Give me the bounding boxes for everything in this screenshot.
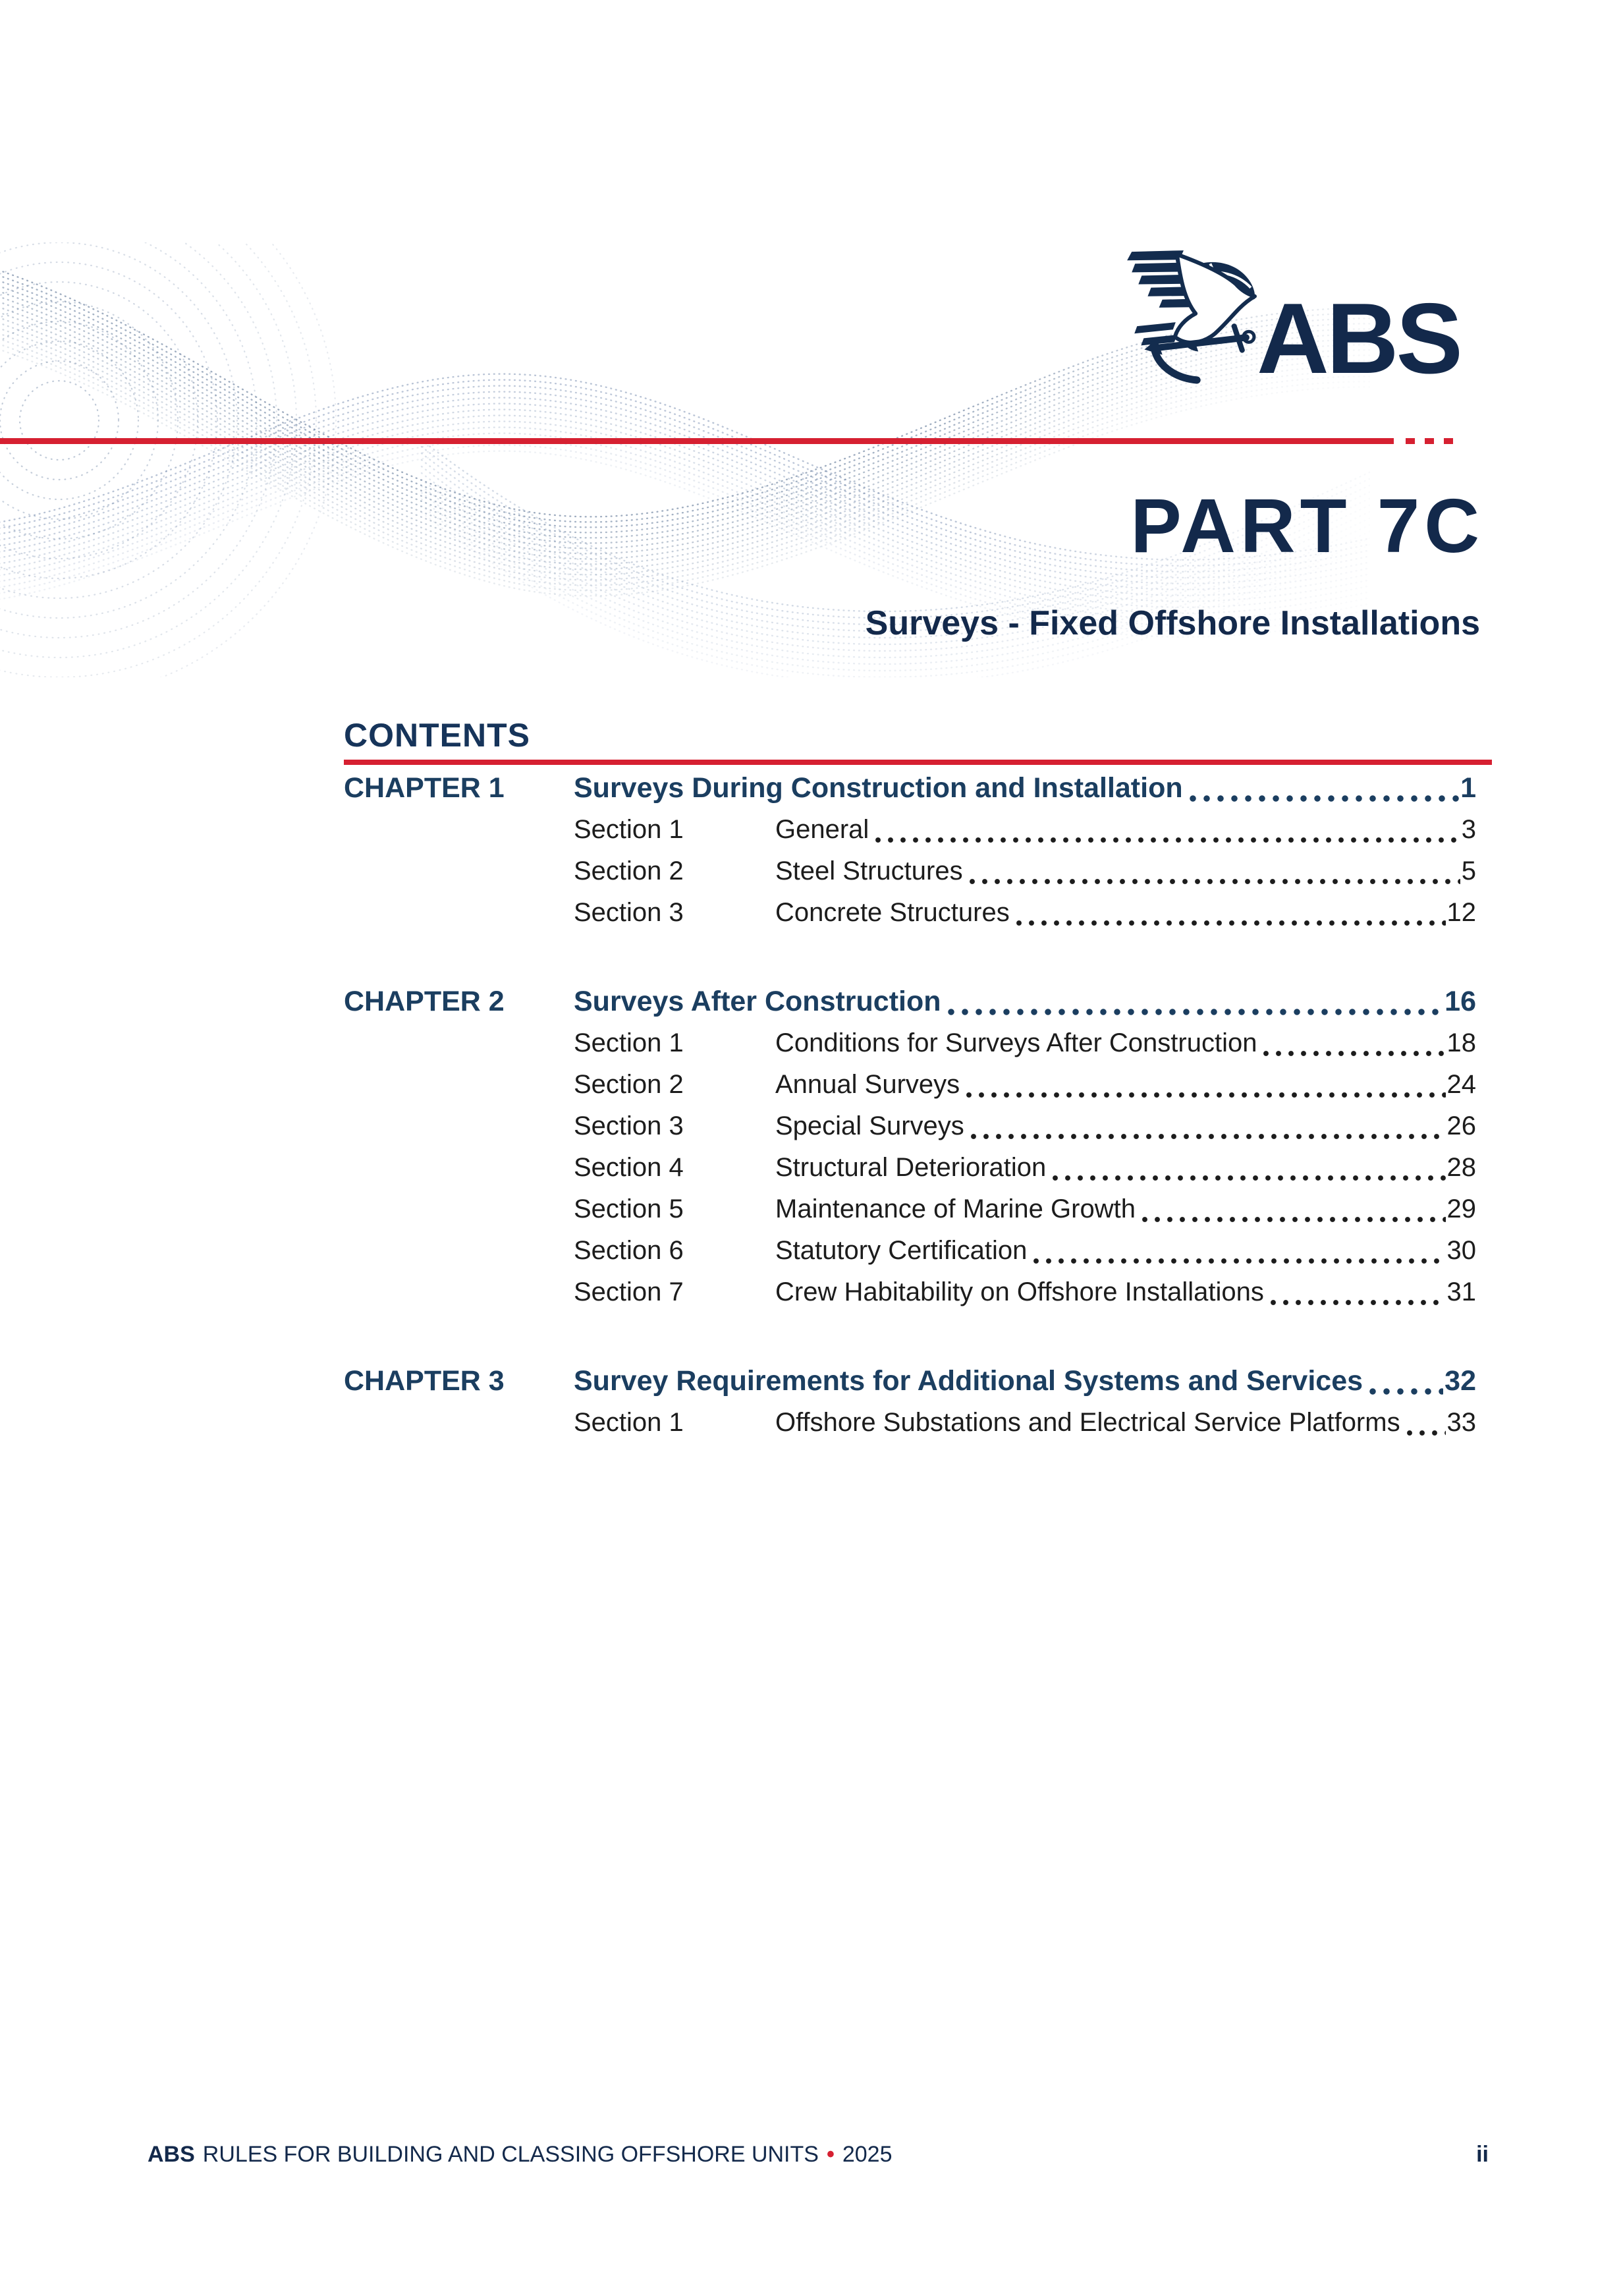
section-indent [344,809,574,851]
dot-leader [971,1133,1446,1140]
footer-text: RULES FOR BUILDING AND CLASSING OFFSHORE UNITS [202,2142,819,2167]
section-label: Section 1 [574,815,684,844]
toc-section-row [344,1402,1492,1443]
section-title: Conditions for Surveys After Construction [775,1028,1257,1057]
toc-section-row [344,1022,1492,1064]
section-page-number: 31 [1446,1277,1476,1306]
abs-logo [1117,248,1478,395]
toc-section-row [344,1272,1492,1313]
section-page-number: 29 [1446,1194,1476,1223]
section-page-number: 3 [1461,815,1476,844]
footer-year: 2025 [842,2142,893,2167]
section-indent [344,1022,574,1064]
section-label: Section 3 [574,898,684,927]
dot-leader [1053,1175,1445,1181]
chapter-title: Survey Requirements for Additional Systems and Services [574,1365,1363,1397]
section-label: Section 3 [574,1111,684,1140]
section-page-number: 5 [1461,856,1476,885]
part-title: PART 7C [1130,483,1484,569]
chapter-title: Surveys After Construction [574,986,941,1017]
part-subtitle: Surveys - Fixed Offshore Installations [865,604,1480,642]
page-footer [148,2141,1489,2168]
section-page-number: 28 [1446,1153,1476,1182]
section-label: Section 6 [574,1236,684,1265]
chapter-page-number: 16 [1444,986,1476,1017]
chapter-label: CHAPTER 2 [344,986,505,1017]
section-page-number: 30 [1446,1236,1476,1265]
section-page-number: 26 [1446,1111,1476,1140]
section-indent [344,1106,574,1147]
section-indent [344,1272,574,1313]
section-page-number: 33 [1446,1408,1476,1437]
section-label: Section 7 [574,1277,684,1306]
section-title: General [775,815,869,844]
section-indent [344,1147,574,1189]
section-label: Section 2 [574,856,684,885]
footer-separator-bullet: • [826,2142,835,2167]
dot-leader [875,837,1460,843]
contents-block [344,719,1492,1443]
section-indent [344,892,574,934]
header-rule-dashes [1406,438,1453,444]
toc-chapter-row [344,981,1492,1022]
section-indent [344,1189,574,1230]
dot-leader [970,878,1460,885]
section-title: Concrete Structures [775,898,1010,927]
section-title: Offshore Substations and Electrical Service Platforms [775,1408,1400,1437]
section-indent [344,1230,574,1272]
section-label: Section 1 [574,1028,684,1057]
toc-section-row [344,892,1492,934]
section-label: Section 2 [574,1070,684,1099]
dot-leader [1369,1388,1443,1395]
section-label: Section 4 [574,1153,684,1182]
header-rule [0,438,1394,444]
section-title: Special Surveys [775,1111,964,1140]
dot-leader [1190,795,1459,802]
toc-section-row [344,1147,1492,1189]
section-title: Steel Structures [775,856,963,885]
section-title: Annual Surveys [775,1070,960,1099]
section-page-number: 18 [1446,1028,1476,1057]
footer-brand: ABS [148,2142,195,2167]
toc-section-row [344,809,1492,851]
dot-leader [948,1009,1444,1015]
dot-leader [1271,1299,1446,1306]
chapter-page-number: 1 [1460,772,1476,804]
section-indent [344,1064,574,1106]
section-indent [344,851,574,892]
contents-heading: CONTENTS [344,717,530,754]
abs-eagle-anchor-icon [1117,248,1258,384]
table-of-contents [344,768,1492,1443]
toc-chapter-row [344,1360,1492,1402]
section-indent [344,1402,574,1443]
chapter-label: CHAPTER 3 [344,1365,505,1397]
section-title: Crew Habitability on Offshore Installations [775,1277,1264,1306]
abs-wordmark: ABS [1257,283,1460,395]
toc-section-row [344,1064,1492,1106]
chapter-title: Surveys During Construction and Installation [574,772,1183,804]
toc-section-row [344,1189,1492,1230]
dot-leader [1033,1258,1445,1264]
toc-section-row [344,851,1492,892]
section-label: Section 5 [574,1194,684,1223]
footer-page-number: ii [1476,2142,1489,2167]
section-page-number: 24 [1446,1070,1476,1099]
contents-rule [344,760,1492,765]
section-page-number: 12 [1446,898,1476,927]
chapter-page-number: 32 [1444,1365,1476,1397]
section-title: Maintenance of Marine Growth [775,1194,1136,1223]
section-title: Structural Deterioration [775,1153,1047,1182]
dot-leader [1407,1430,1446,1436]
chapter-label: CHAPTER 1 [344,772,505,804]
section-title: Statutory Certification [775,1236,1028,1265]
dot-leader [1016,920,1446,926]
section-label: Section 1 [574,1408,684,1437]
toc-chapter-row [344,768,1492,809]
dot-leader [1142,1216,1446,1223]
toc-section-row [344,1230,1492,1272]
toc-section-row [344,1106,1492,1147]
dot-leader [966,1092,1445,1098]
dot-leader [1263,1050,1445,1057]
